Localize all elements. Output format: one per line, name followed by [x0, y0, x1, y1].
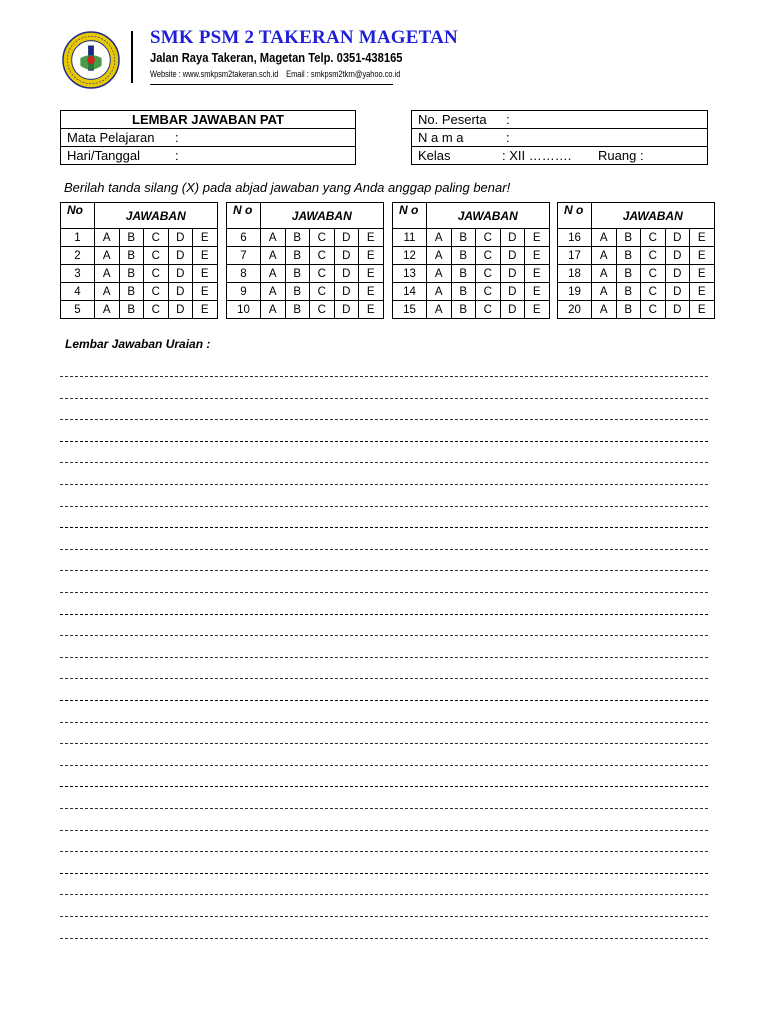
answer-option-e[interactable]: E: [690, 283, 715, 301]
answer-option-e[interactable]: E: [359, 283, 384, 301]
essay-line[interactable]: [60, 592, 708, 593]
answer-option-e[interactable]: E: [193, 247, 218, 265]
jawaban-column-header: JAWABAN: [261, 203, 384, 229]
answer-row: [227, 265, 384, 283]
answer-grid-1: [60, 202, 218, 319]
answer-option-a[interactable]: A: [261, 301, 286, 319]
essay-line[interactable]: [60, 614, 708, 615]
answer-option-a[interactable]: A: [427, 301, 452, 319]
answer-option-d[interactable]: D: [334, 265, 359, 283]
answer-option-d[interactable]: D: [500, 301, 525, 319]
question-number: 4: [61, 283, 95, 301]
answer-option-d[interactable]: D: [665, 283, 690, 301]
answer-option-e[interactable]: E: [525, 283, 550, 301]
ruang-label: Ruang: [598, 148, 637, 163]
answer-option-d[interactable]: D: [334, 283, 359, 301]
essay-line[interactable]: [60, 484, 708, 485]
essay-line[interactable]: [60, 570, 708, 571]
essay-line[interactable]: [60, 549, 708, 550]
essay-line[interactable]: [60, 419, 708, 420]
answer-row: [61, 229, 218, 247]
answer-option-d[interactable]: D: [665, 229, 690, 247]
answer-option-a[interactable]: A: [592, 283, 617, 301]
answer-option-b[interactable]: B: [616, 265, 641, 283]
answer-option-d[interactable]: D: [665, 247, 690, 265]
question-number: 1: [61, 229, 95, 247]
answer-option-e[interactable]: E: [359, 229, 384, 247]
answer-option-c[interactable]: C: [476, 229, 501, 247]
answer-option-d[interactable]: D: [665, 265, 690, 283]
answer-option-a[interactable]: A: [592, 229, 617, 247]
no-column-header: N o: [393, 203, 427, 229]
school-address: Jalan Raya Takeran, Magetan Telp. 0351-438165: [150, 50, 403, 65]
no-peserta-field[interactable]: No. Peserta :: [412, 111, 708, 129]
no-column-header: N o: [558, 203, 592, 229]
no-column-header: N o: [227, 203, 261, 229]
question-number: 9: [227, 283, 261, 301]
answer-option-b[interactable]: B: [285, 301, 310, 319]
question-number: 14: [393, 283, 427, 301]
answer-option-d[interactable]: D: [168, 247, 193, 265]
answer-option-e[interactable]: E: [525, 301, 550, 319]
essay-line[interactable]: [60, 830, 708, 831]
essay-line[interactable]: [60, 743, 708, 744]
school-name: SMK PSM 2 TAKERAN MAGETAN: [150, 27, 458, 48]
answer-option-e[interactable]: E: [690, 265, 715, 283]
question-number: 7: [227, 247, 261, 265]
answer-option-e[interactable]: E: [690, 247, 715, 265]
essay-line[interactable]: [60, 851, 708, 852]
answer-option-b[interactable]: B: [616, 283, 641, 301]
answer-option-b[interactable]: B: [285, 247, 310, 265]
answer-option-b[interactable]: B: [451, 283, 476, 301]
answer-option-c[interactable]: C: [310, 229, 335, 247]
answer-option-d[interactable]: D: [168, 301, 193, 319]
instruction-text: Berilah tanda silang (X) pada abjad jawaban yang Anda anggap paling benar!: [64, 180, 511, 195]
answer-option-d[interactable]: D: [168, 229, 193, 247]
answer-row: [227, 229, 384, 247]
question-number: 19: [558, 283, 592, 301]
essay-section-label: Lembar Jawaban Uraian :: [65, 337, 211, 351]
question-number: 10: [227, 301, 261, 319]
question-number: 8: [227, 265, 261, 283]
answer-option-e[interactable]: E: [359, 301, 384, 319]
answer-option-c[interactable]: C: [641, 283, 666, 301]
school-logo: [62, 31, 120, 89]
answer-option-a[interactable]: A: [592, 301, 617, 319]
header-divider: [131, 31, 133, 83]
answer-option-e[interactable]: E: [193, 265, 218, 283]
question-number: 5: [61, 301, 95, 319]
answer-option-a[interactable]: A: [95, 247, 120, 265]
answer-option-d[interactable]: D: [168, 283, 193, 301]
answer-option-d[interactable]: D: [334, 247, 359, 265]
exam-info-box: [60, 110, 356, 165]
answer-option-e[interactable]: E: [359, 247, 384, 265]
answer-option-c[interactable]: C: [144, 283, 169, 301]
mata-pelajaran-field[interactable]: Mata Pelajaran :: [61, 129, 356, 147]
answer-option-d[interactable]: D: [168, 265, 193, 283]
essay-line[interactable]: [60, 808, 708, 809]
answer-option-a[interactable]: A: [95, 265, 120, 283]
answer-option-b[interactable]: B: [451, 301, 476, 319]
school-contact: [150, 69, 400, 80]
answer-option-b[interactable]: B: [119, 265, 144, 283]
kelas-field[interactable]: Kelas : XII ………. Ruang :: [412, 147, 708, 165]
answer-row: [393, 265, 550, 283]
answer-option-b[interactable]: B: [285, 283, 310, 301]
answer-option-e[interactable]: E: [690, 301, 715, 319]
answer-row: [393, 229, 550, 247]
participant-info-box: [411, 110, 708, 165]
mata-pelajaran-label: Mata Pelajaran: [67, 130, 155, 145]
essay-line[interactable]: [60, 873, 708, 874]
answer-row: [61, 283, 218, 301]
answer-option-a[interactable]: A: [95, 283, 120, 301]
header-rule: [150, 84, 393, 85]
answer-row: [61, 301, 218, 319]
answer-option-e[interactable]: E: [525, 265, 550, 283]
answer-row: [227, 247, 384, 265]
answer-option-c[interactable]: C: [476, 247, 501, 265]
answer-option-a[interactable]: A: [261, 265, 286, 283]
school-email: Email : smkpsm2tkrn@yahoo.co.id: [286, 69, 401, 80]
kelas-label: Kelas: [418, 148, 451, 163]
essay-line[interactable]: [60, 376, 708, 377]
answer-option-c[interactable]: C: [476, 265, 501, 283]
nama-field[interactable]: N a m a :: [412, 129, 708, 147]
answer-option-a[interactable]: A: [592, 265, 617, 283]
essay-line[interactable]: [60, 678, 708, 679]
sheet-title: LEMBAR JAWABAN PAT: [61, 111, 356, 129]
question-number: 13: [393, 265, 427, 283]
question-number: 2: [61, 247, 95, 265]
answer-option-b[interactable]: B: [616, 247, 641, 265]
question-number: 6: [227, 229, 261, 247]
essay-line[interactable]: [60, 938, 708, 939]
answer-option-c[interactable]: C: [476, 283, 501, 301]
essay-line[interactable]: [60, 527, 708, 528]
kelas-value: : XII ……….: [502, 148, 572, 163]
answer-option-c[interactable]: C: [144, 247, 169, 265]
jawaban-column-header: JAWABAN: [427, 203, 550, 229]
hari-tanggal-field[interactable]: Hari/Tanggal :: [61, 147, 356, 165]
nama-label: N a m a: [418, 130, 464, 145]
answer-row: [558, 283, 715, 301]
essay-line[interactable]: [60, 700, 708, 701]
essay-line[interactable]: [60, 398, 708, 399]
answer-option-c[interactable]: C: [144, 301, 169, 319]
question-number: 18: [558, 265, 592, 283]
answer-option-b[interactable]: B: [616, 301, 641, 319]
answer-row: [558, 301, 715, 319]
question-number: 17: [558, 247, 592, 265]
question-number: 16: [558, 229, 592, 247]
answer-option-a[interactable]: A: [592, 247, 617, 265]
answer-option-c[interactable]: C: [310, 283, 335, 301]
answer-option-a[interactable]: A: [427, 283, 452, 301]
answer-option-c[interactable]: C: [310, 247, 335, 265]
answer-row: [393, 283, 550, 301]
answer-option-c[interactable]: C: [641, 229, 666, 247]
question-number: 15: [393, 301, 427, 319]
essay-line[interactable]: [60, 635, 708, 636]
answer-option-d[interactable]: D: [500, 283, 525, 301]
answer-option-b[interactable]: B: [451, 229, 476, 247]
school-website: Website : www.smkpsm2takeran.sch.id: [150, 69, 279, 80]
answer-option-e[interactable]: E: [690, 229, 715, 247]
answer-row: [558, 229, 715, 247]
answer-option-d[interactable]: D: [334, 301, 359, 319]
essay-line[interactable]: [60, 916, 708, 917]
answer-option-e[interactable]: E: [525, 229, 550, 247]
answer-row: [393, 301, 550, 319]
essay-line[interactable]: [60, 506, 708, 507]
answer-option-a[interactable]: A: [427, 229, 452, 247]
essay-line[interactable]: [60, 765, 708, 766]
answer-grid-2: [226, 202, 384, 319]
answer-row: [61, 265, 218, 283]
answer-row: [61, 247, 218, 265]
answer-option-e[interactable]: E: [525, 247, 550, 265]
answer-option-b[interactable]: B: [451, 247, 476, 265]
answer-option-e[interactable]: E: [359, 265, 384, 283]
answer-option-a[interactable]: A: [261, 229, 286, 247]
answer-row: [558, 247, 715, 265]
answer-option-d[interactable]: D: [500, 229, 525, 247]
question-number: 12: [393, 247, 427, 265]
essay-line[interactable]: [60, 722, 708, 723]
essay-line[interactable]: [60, 462, 708, 463]
answer-option-b[interactable]: B: [119, 301, 144, 319]
answer-grid-4: [557, 202, 715, 319]
answer-option-c[interactable]: C: [144, 229, 169, 247]
jawaban-column-header: JAWABAN: [95, 203, 218, 229]
hari-tanggal-label: Hari/Tanggal: [67, 148, 140, 163]
answer-option-a[interactable]: A: [95, 229, 120, 247]
answer-option-c[interactable]: C: [144, 265, 169, 283]
answer-option-c[interactable]: C: [476, 301, 501, 319]
answer-row: [227, 283, 384, 301]
answer-option-a[interactable]: A: [261, 247, 286, 265]
question-number: 20: [558, 301, 592, 319]
answer-option-c[interactable]: C: [310, 265, 335, 283]
answer-option-c[interactable]: C: [310, 301, 335, 319]
answer-grid-3: [392, 202, 550, 319]
answer-option-e[interactable]: E: [193, 229, 218, 247]
answer-option-d[interactable]: D: [500, 265, 525, 283]
essay-line[interactable]: [60, 894, 708, 895]
answer-option-d[interactable]: D: [665, 301, 690, 319]
answer-option-d[interactable]: D: [334, 229, 359, 247]
answer-option-c[interactable]: C: [641, 301, 666, 319]
answer-option-d[interactable]: D: [500, 247, 525, 265]
answer-option-a[interactable]: A: [95, 301, 120, 319]
no-peserta-label: No. Peserta: [418, 112, 487, 127]
no-column-header: No: [61, 203, 95, 229]
answer-option-b[interactable]: B: [451, 265, 476, 283]
answer-option-a[interactable]: A: [427, 247, 452, 265]
answer-option-e[interactable]: E: [193, 301, 218, 319]
essay-line[interactable]: [60, 786, 708, 787]
answer-option-c[interactable]: C: [641, 247, 666, 265]
jawaban-column-header: JAWABAN: [592, 203, 715, 229]
answer-row: [227, 301, 384, 319]
answer-option-e[interactable]: E: [193, 283, 218, 301]
answer-option-b[interactable]: B: [119, 247, 144, 265]
answer-option-b[interactable]: B: [119, 229, 144, 247]
essay-line[interactable]: [60, 441, 708, 442]
answer-option-a[interactable]: A: [261, 283, 286, 301]
answer-row: [393, 247, 550, 265]
answer-row: [558, 265, 715, 283]
answer-option-a[interactable]: A: [427, 265, 452, 283]
answer-option-c[interactable]: C: [641, 265, 666, 283]
answer-option-b[interactable]: B: [119, 283, 144, 301]
answer-option-b[interactable]: B: [285, 265, 310, 283]
answer-option-b[interactable]: B: [616, 229, 641, 247]
question-number: 3: [61, 265, 95, 283]
answer-option-b[interactable]: B: [285, 229, 310, 247]
essay-line[interactable]: [60, 657, 708, 658]
question-number: 11: [393, 229, 427, 247]
